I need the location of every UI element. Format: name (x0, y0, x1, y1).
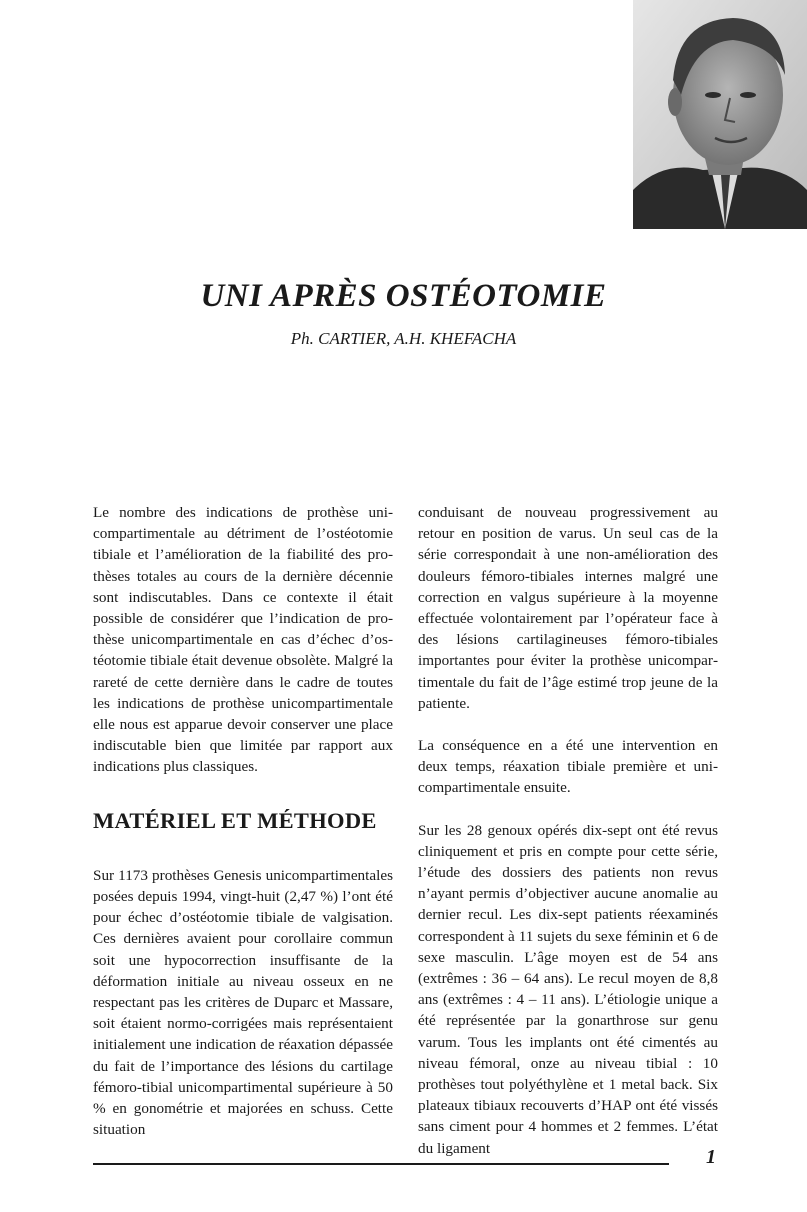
right-paragraph-2: La conséquence en a été une intervention en deux temps, réaxation tibiale première et unicompartimentale ensuite. (418, 737, 718, 797)
author-portrait-image (633, 0, 807, 229)
page-number: 1 (706, 1146, 716, 1168)
left-column (93, 502, 393, 1161)
article-title: UNI APRÈS OSTÉOTOMIE (200, 278, 607, 314)
article-authors: Ph. CARTIER, A.H. KHEFACHA (290, 329, 517, 348)
methods-paragraph: Sur 1173 prothèses Genesis unicompartimentales posées depuis 1994, vingt-huit (2,47 %) l’ont été pour échec d’ostéotomie tibiale de valgisation. Ces dernières avaient pour corollaire commun soit une hypocorrection insuffisante de la déformation initiale au niveau osseux en ne respectant pas les critères de Duparc et Massare, soit étaient normo-corrigées mais représentaient initialement une indication de réaxation dépassée du fait de l’importance des lésions du cartilage fémoro-tibial unicompartimental supérieure à 50 % en gonométrie et majorées en schuss. Cette situation (93, 866, 393, 1139)
footer-rule (93, 1163, 669, 1165)
right-paragraph-1: conduisant de nouveau progressivement au retour en position de varus. Un seul cas de la série correspondait à une non-amélioration des douleurs fémoro-tibiales internes malgré une correction en valgus supérieure à la moyenne effectuée volontairement par l’opérateur face à des lésions cartilagineuses fémoro-tibiales importantes pour éviter la prothèse unicompartimentale du fait de l’âge estimé trop jeune de la patiente. (418, 504, 718, 712)
right-paragraph-3: Sur les 28 genoux opérés dix-sept ont été revus cliniquement et pris en compte pour cette série, l’étude des dossiers des patients non revus n’ayant permis d’objectiver aucune anomalie au dernier recul. Les dix-sept patients réexaminés correspondent à 11 sujets du sexe féminin et 6 de sexe masculin. L’âge moyen est de 54 ans (extrêmes : 36 – 64 ans). Le recul moyen de 8,8 ans (extrêmes : 4 – 11 ans). L’étiologie unique a été représentée par la gonarthrose sur genu varum. Tous les implants ont été cimentés au niveau fémoral, onze au niveau tibial : 10 prothèses tout polyéthylène et 1 metal back. Six plateaux tibiaux recouverts d’HAP ont été vissés sans ciment pour 4 hommes et 2 femmes. L’état du ligament (418, 821, 718, 1157)
right-column (418, 502, 718, 1180)
intro-paragraph: Le nombre des indications de prothèse unicompartimentale au détriment de l’ostéotomie tibiale et l’amélioration de la fiabilité des prothèses totales au cours de la dernière décennie sont indiscutables. Dans ce contexte il était possible de considérer que l’indication de prothèse unicompartimentale en cas d’échec d’ostéotomie tibiale était devenue obsolète. Malgré la rareté de cette dernière dans le cadre de toutes les indications de prothèse unicompartimentale elle nous est apparue devoir conserver une place indiscutable bien que limitée par rapport aux indications plus classiques. (93, 504, 393, 776)
author-portrait-photo (633, 0, 807, 229)
section-heading-materiel-methode: MATÉRIEL ET MÉTHODE (93, 807, 377, 833)
